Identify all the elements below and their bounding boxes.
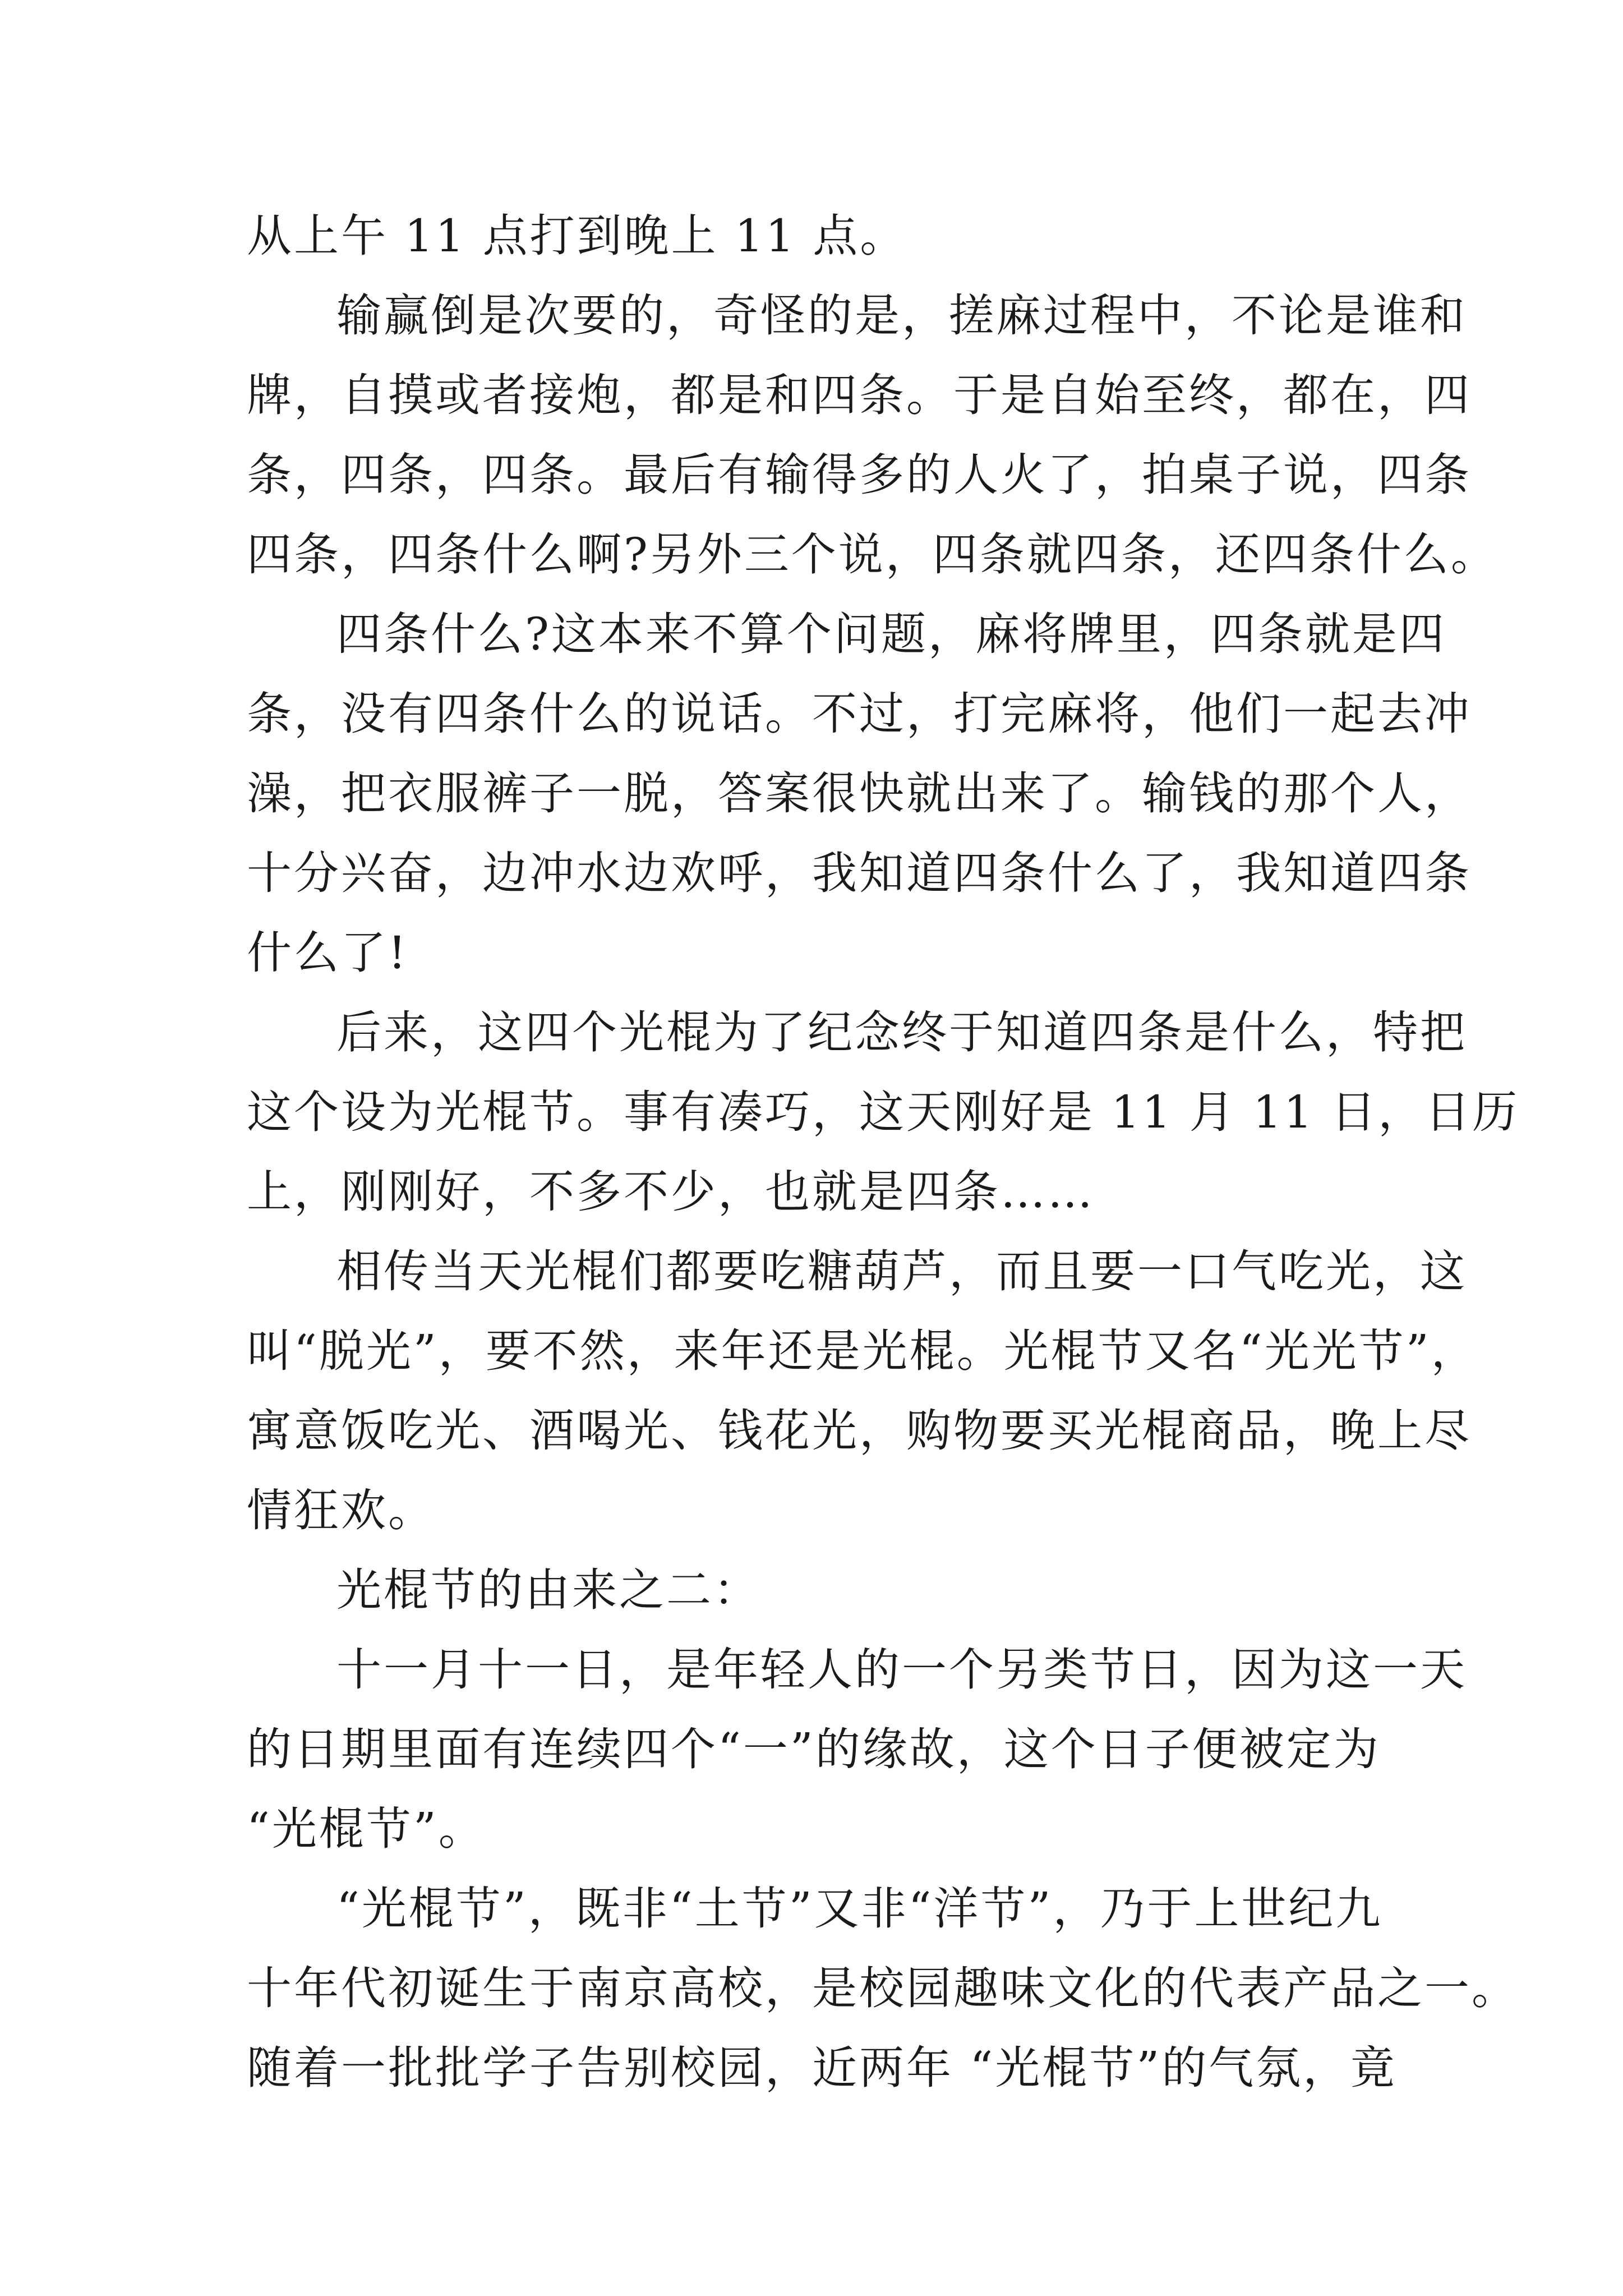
text-line: 十分兴奋，边冲水边欢呼，我知道四条什么了，我知道四条 (247, 847, 1472, 899)
text-line: 叫“脱光”，要不然，来年还是光棍。光棍节又名“光光节”， (247, 1325, 1478, 1377)
text-line: 光棍节的由来之二： (336, 1564, 760, 1616)
document-body (247, 196, 1520, 2108)
text-line: 牌，自摸或者接炮，都是和四条。于是自始至终，都在，四 (247, 369, 1472, 421)
text-line: “光棍节”。 (247, 1803, 486, 1855)
text-line: “光棍节”，既非“土节”又非“洋节”，乃于上世纪九 (336, 1883, 1383, 1935)
text-line: 随着一批批学子告别校园，近两年 “光棍节”的气氛，竟 (247, 2042, 1398, 2094)
text-line: 的日期里面有连续四个“一”的缘故，这个日子便被定为 (247, 1723, 1381, 1775)
text-line: 十年代初诞生于南京高校，是校园趣味文化的代表产品之一。 (247, 1962, 1519, 2014)
text-line: 相传当天光棍们都要吃糖葫芦，而且要一口气吃光，这 (336, 1245, 1467, 1297)
text-line: 什么了! (247, 927, 409, 979)
text-line: 寓意饭吃光、酒喝光、钱花光，购物要买光棍商品，晚上尽 (247, 1405, 1472, 1457)
text-line: 这个设为光棍节。事有凑巧，这天刚好是 11 月 11 日，日历 (247, 1086, 1520, 1138)
text-line: 情狂欢。 (247, 1484, 435, 1536)
text-line: 四条，四条什么啊?另外三个说，四条就四条，还四条什么。 (247, 528, 1498, 581)
text-line: 从上午 11 点打到晚上 11 点。 (247, 210, 907, 262)
text-line: 四条什么?这本来不算个问题，麻将牌里，四条就是四 (336, 608, 1446, 660)
text-line: 十一月十一日，是年轻人的一个另类节日，因为这一天 (336, 1644, 1467, 1696)
text-line: 澡，把衣服裤子一脱，答案很快就出来了。输钱的那个人， (247, 767, 1472, 820)
text-line: 条，没有四条什么的说话。不过，打完麻将，他们一起去冲 (247, 688, 1472, 740)
text-line: 条，四条，四条。最后有输得多的人火了，拍桌子说，四条 (247, 449, 1472, 501)
text-line: 输赢倒是次要的，奇怪的是，搓麻过程中，不论是谁和 (336, 289, 1467, 342)
text-line: 后来，这四个光棍为了纪念终于知道四条是什么，特把 (336, 1006, 1467, 1059)
text-line: 上，刚刚好，不多不少，也就是四条…… (247, 1166, 1095, 1218)
